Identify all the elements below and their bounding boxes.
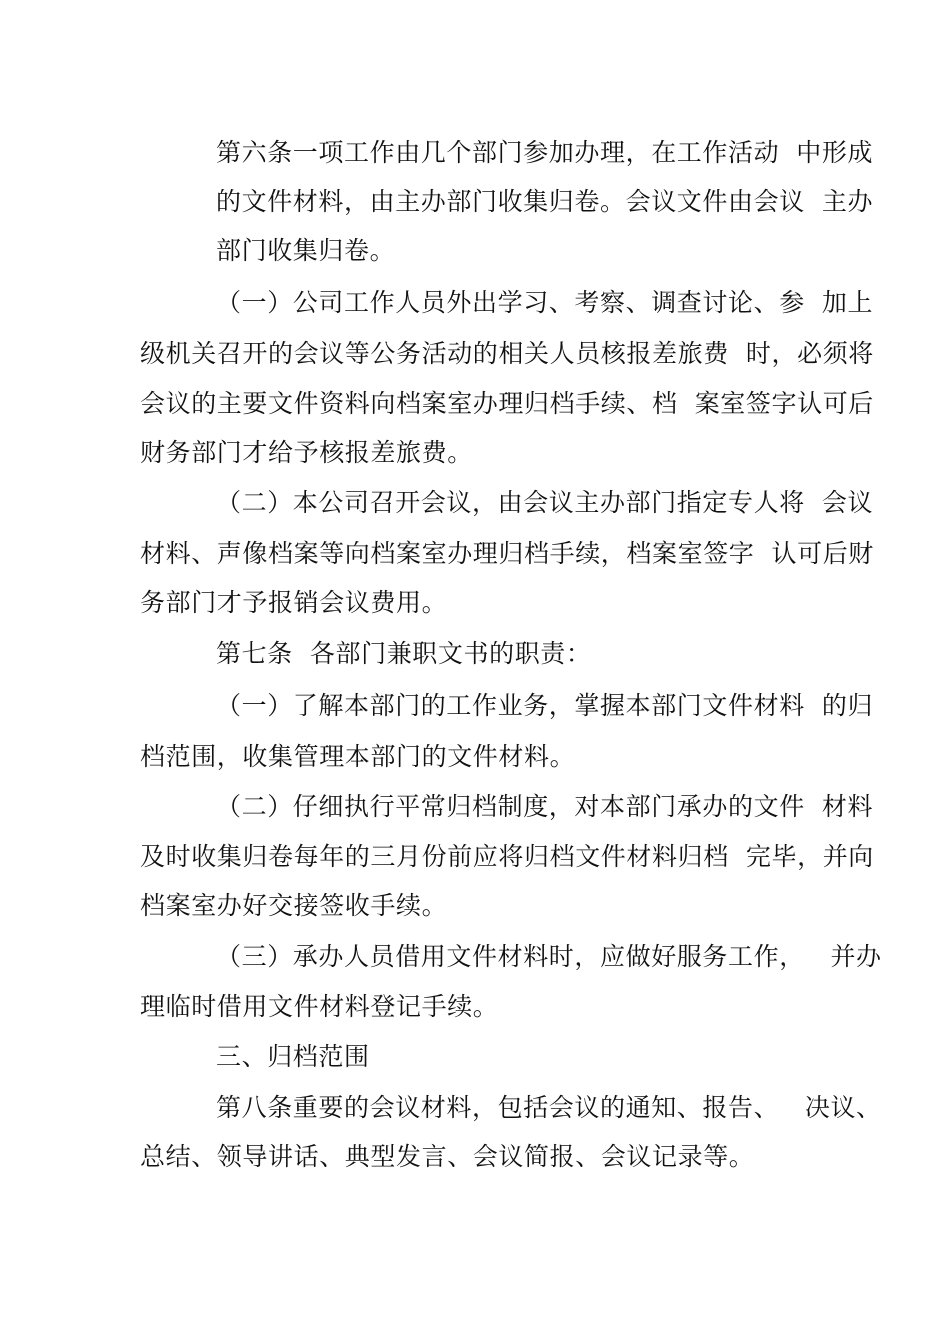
text-line: 总结、领导讲话、典型发言、会议简报、会议记录等。	[140, 1142, 755, 1171]
text-line: 档范围，收集管理本部门的文件材料。	[140, 742, 576, 771]
text-line: （一）公司工作人员外出学习、考察、调查讨论、参 加上	[216, 288, 874, 317]
text-line: 材料、声像档案等向档案室办理归档手续，档案室签字 认可后财	[140, 539, 874, 568]
text-line: 第七条 各部门兼职文书的职责：	[216, 639, 592, 668]
text-line: （二）本公司召开会议，由会议主办部门指定专人将 会议	[216, 488, 874, 517]
text-line: 及时收集归卷每年的三月份前应将归档文件材料归档 完毕，并向	[140, 842, 874, 871]
text-line: （二）仔细执行平常归档制度，对本部门承办的文件 材料	[216, 792, 874, 821]
text-line: 务部门才予报销会议费用。	[140, 588, 448, 617]
text-line: 级机关召开的会议等公务活动的相关人员核报差旅费 时，必须将	[140, 339, 874, 368]
text-line: 档案室办好交接签收手续。	[140, 891, 448, 920]
text-line: 会议的主要文件资料向档案室办理归档手续、档 案室签字认可后	[140, 389, 874, 418]
text-line: 第六条一项工作由几个部门参加办理，在工作活动 中形成	[216, 138, 874, 167]
text-line: 财务部门才给予核报差旅费。	[140, 438, 473, 467]
section-heading: 三、归档范围	[216, 1042, 370, 1071]
text-line: 的文件材料，由主办部门收集归卷。会议文件由会议 主办	[216, 187, 874, 216]
text-line: 部门收集归卷。	[216, 236, 396, 265]
text-line: 理临时借用文件材料登记手续。	[140, 992, 499, 1021]
text-line: （一）了解本部门的工作业务，掌握本部门文件材料 的归	[216, 691, 874, 720]
text-line: 第八条重要的会议材料，包括会议的通知、报告、 决议、	[216, 1093, 882, 1122]
text-line: （三）承办人员借用文件材料时，应做好服务工作， 并办	[216, 942, 882, 971]
